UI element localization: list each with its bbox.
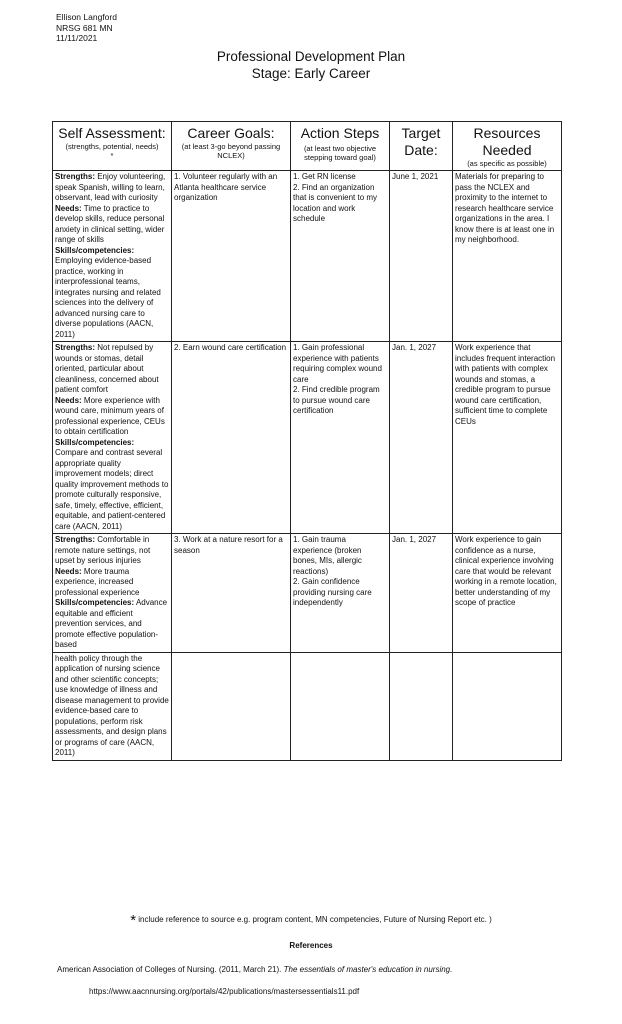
target-date-cell: Jan. 1, 2027 (390, 342, 453, 534)
empty-cell (453, 652, 562, 760)
course-code: NRSG 681 MN (56, 22, 113, 33)
resources-cell: Work experience to gain confidence as a nurse, clinical experience involving care that would be relevant working in a remote location, better understanding of my scope of practice (453, 534, 562, 653)
action-steps-cell: 1. Gain trauma experience (broken bones, MIs, allergic reactions) 2. Gain confidence providing nursing care independently (291, 534, 390, 653)
empty-cell (291, 652, 390, 760)
asterisk: * (130, 912, 137, 929)
career-goal-cell: 1. Volunteer regularly with an Atlanta healthcare service organization (172, 171, 291, 342)
table-row (53, 652, 562, 760)
student-header (56, 12, 117, 44)
table-row (53, 171, 562, 342)
table-header-row (53, 122, 562, 171)
empty-cell (390, 652, 453, 760)
col-header-self-assessment: Self Assessment: (strengths, potential, needs) * (53, 122, 172, 171)
col-header-action-steps: Action Steps (at least two objective stepping toward goal) (291, 122, 390, 171)
plan-table (52, 121, 562, 761)
action-steps-cell: 1. Gain professional experience with patients requiring complex wound care 2. Find credible program to pursue wound care certification (291, 342, 390, 534)
footnote (0, 912, 622, 929)
reference-citation: American Association of Colleges of Nursing. (2011, March 21). The essentials of master's education in nursing. (57, 965, 453, 974)
action-steps-cell: 1. Get RN license 2. Find an organization that is convenient to my location and work schedule (291, 171, 390, 342)
self-assessment-continued-cell: health policy through the application of nursing science and other scientific concepts; use knowledge of illness and disease management to provide evidence-based care to populations, perform risk assessments, and design plans or programs of care (AACN, 2011) (53, 652, 172, 760)
col-header-resources: Resources Needed (as specific as possible) (453, 122, 562, 171)
career-goal-cell: 2. Earn wound care certification (172, 342, 291, 534)
footnote-text: include reference to source e.g. program content, MN competencies, Future of Nursing Report etc. ) (136, 915, 492, 924)
col-header-target-date: Target Date: (390, 122, 453, 171)
self-assessment-cell: Strengths: Not repulsed by wounds or stomas, detail oriented, particular about cleanliness, concerned about patient comfort Needs: More experience with wound care, minimum years of professional experience, CEUs to obtain certification Skills/competencies: Compare and contrast several appropriate quality improvement models; direct quality improvement methods to promote culturally responsive, safe, timely, effective, efficient, equitable, and patient-centered care (AACN, 2011) (53, 342, 172, 534)
table-row (53, 342, 562, 534)
resources-cell: Materials for preparing to pass the NCLEX and proximity to the internet to research healthcare service organizations in the area. I know there is at least one in my neighborhood. (453, 171, 562, 342)
page-subtitle: Stage: Early Career (251, 66, 371, 81)
table-row (53, 534, 562, 653)
col-header-career-goals: Career Goals: (at least 3-go beyond passing NCLEX) (172, 122, 291, 171)
student-name: Ellison Langford (56, 12, 117, 22)
career-goal-cell: 3. Work at a nature resort for a season (172, 534, 291, 653)
page-title: Professional Development Plan (216, 49, 406, 64)
header-date: 11/11/2021 (56, 33, 98, 43)
target-date-cell: June 1, 2021 (390, 171, 453, 342)
resources-cell: Work experience that includes frequent interaction with patients with complex wounds and stomas, a credible program to pursue wound care certification, sufficient time to complete CEUs (453, 342, 562, 534)
self-assessment-cell: Strengths: Enjoy volunteering, speak Spanish, willing to learn, observant, lead with curiosity Needs: Time to practice to develop skills, reduce personal anxiety in clinical setting, wider range of skills Skills/competencies: Employing evidence-based practice, working in interprofessional teams, integrates nursing and related sciences into the delivery of advanced nursing care to diverse populations (AACN, 2011) (53, 171, 172, 342)
target-date-cell: Jan. 1, 2027 (390, 534, 453, 653)
reference-url: https://www.aacnnursing.org/portals/42/publications/mastersessentials11.pdf (89, 987, 360, 996)
references-heading: References (289, 941, 333, 950)
empty-cell (172, 652, 291, 760)
self-assessment-cell: Strengths: Comfortable in remote nature settings, not upset by serious injuries Needs: More trauma experience, increased professional experience Skills/competencies: Advance equitable and efficient prevention services, and promote effective population-based (53, 534, 172, 653)
